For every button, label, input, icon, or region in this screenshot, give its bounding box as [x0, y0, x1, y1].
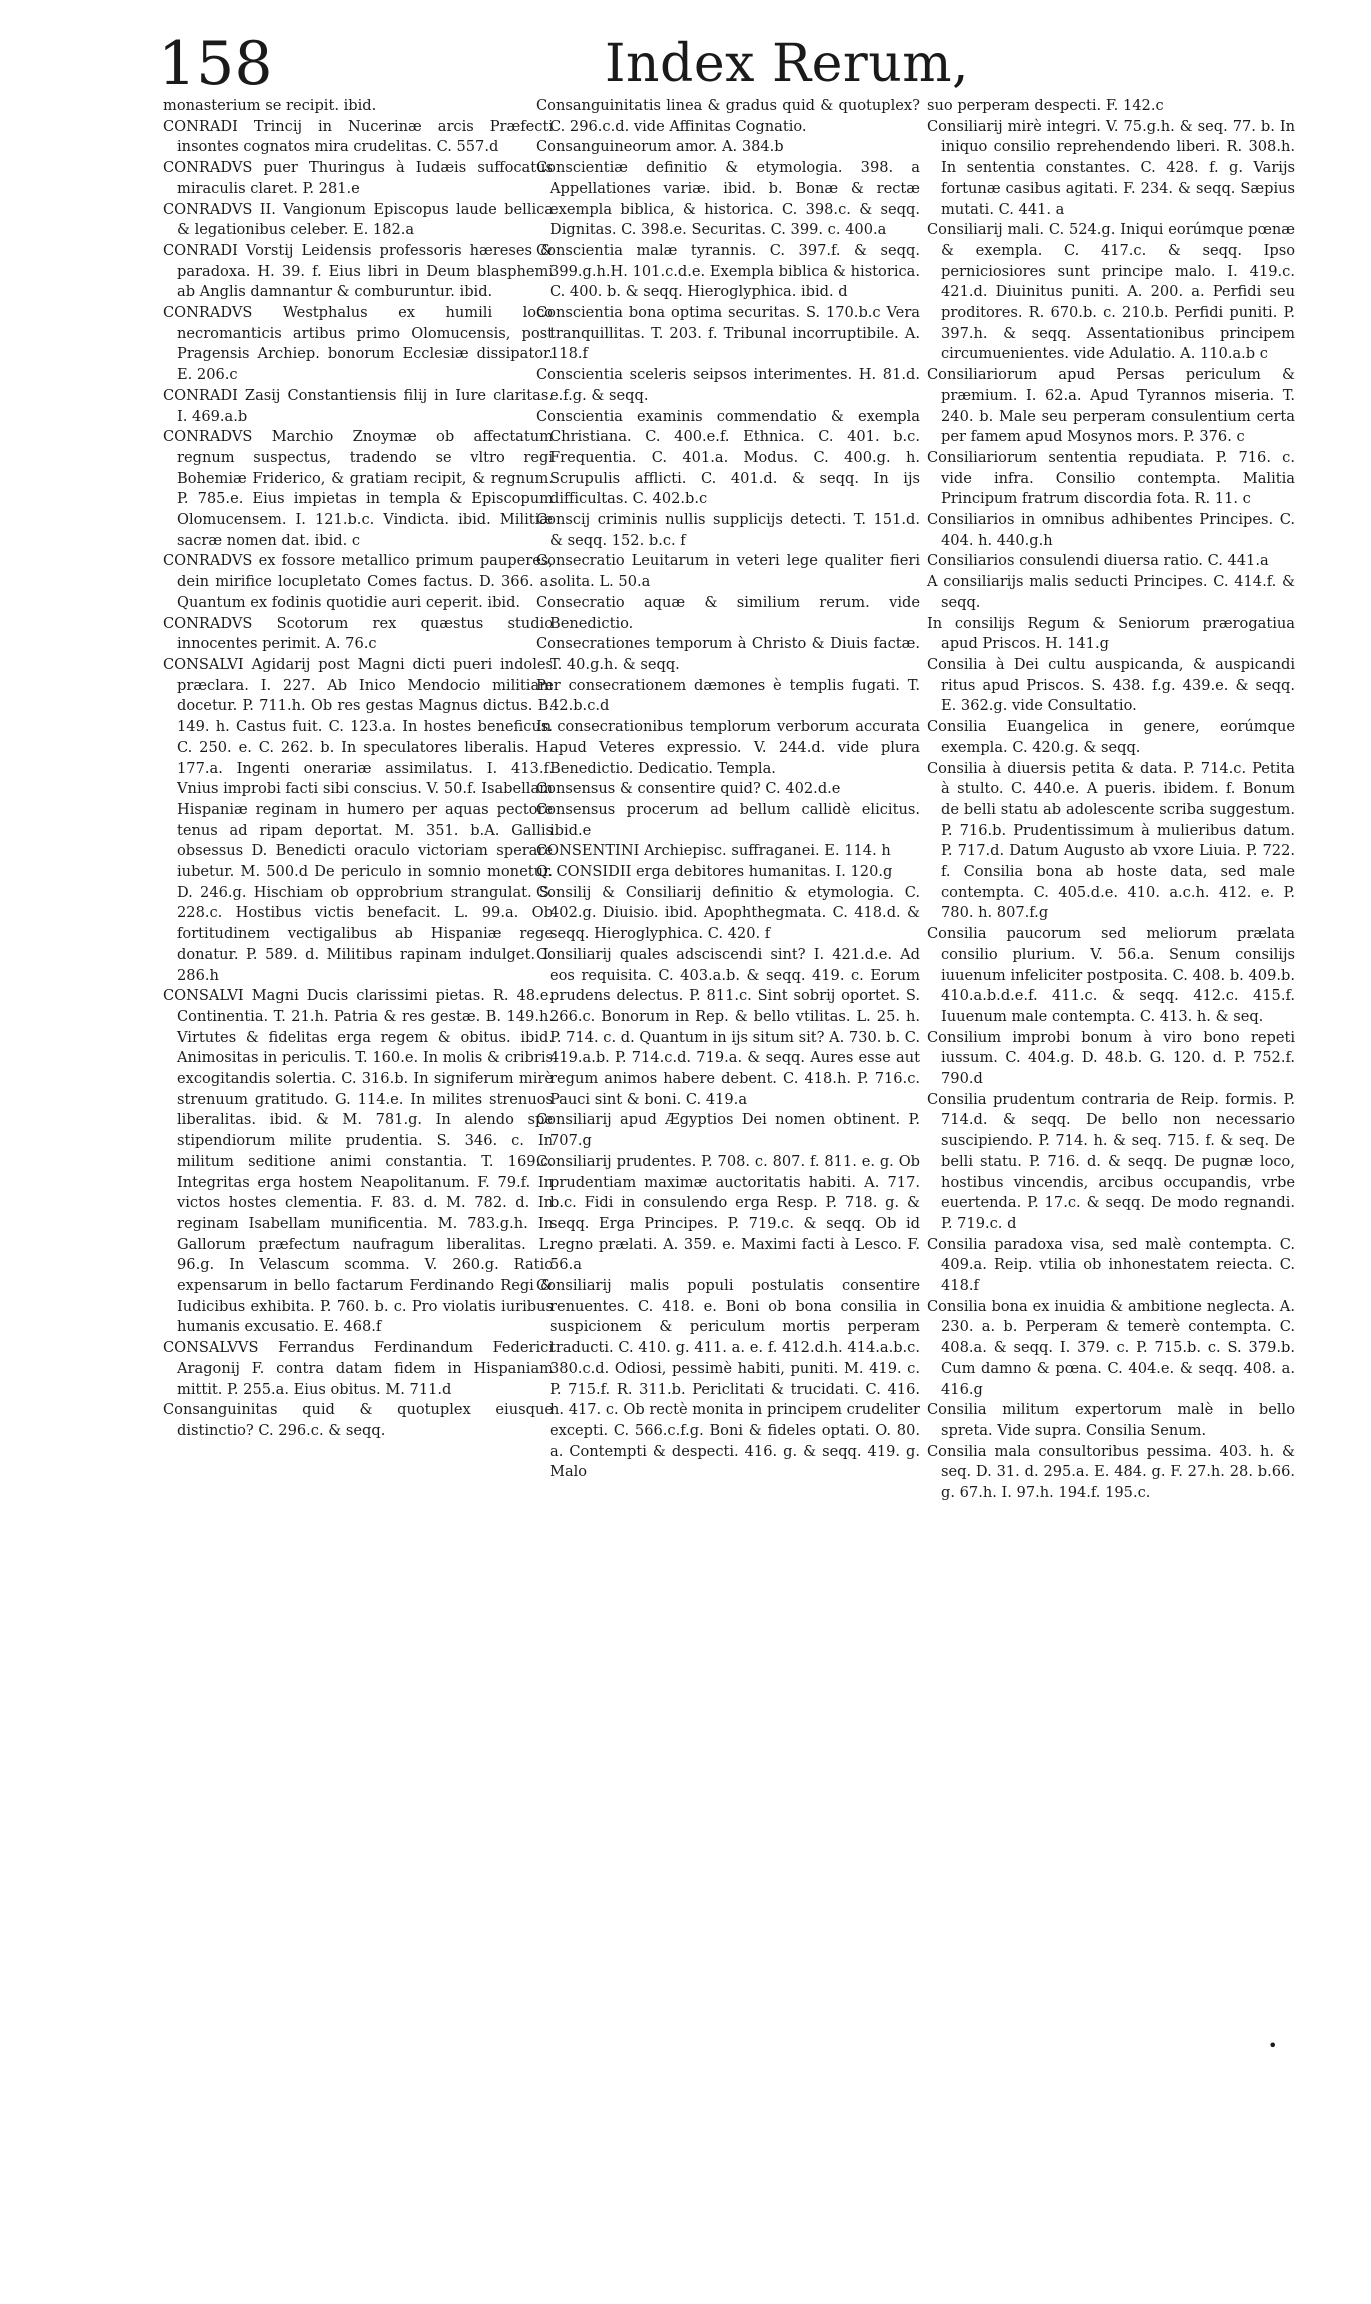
- end-mark: •: [1268, 2036, 1278, 2055]
- index-entry: Per consecrationem dæmones è templis fugati. T. 42.b.c.d: [536, 676, 920, 715]
- index-entry: Consiliariorum sententia repudiata. P. 716. c. vide infra. Consilio contempta. Malitia Principum fratrum discordia fota. R. 11. c: [927, 448, 1295, 508]
- index-entry: CONSALVVS Ferrandus Ferdinandum Federici Aragonij F. contra datam fidem in Hispaniam mittit. P. 255.a. Eius obitus. M. 711.d: [163, 1339, 553, 1398]
- index-entry: In consilijs Regum & Seniorum prærogatiua apud Priscos. H. 141.g: [927, 614, 1295, 653]
- index-entry: In consecrationibus templorum verborum accurata apud Veteres expressio. V. 244.d. vide plura Benedictio. Dedicatio. Templa.: [536, 718, 920, 777]
- index-entry: Consiliarij malis populi postulatis consentire renuentes. C. 418. e. Boni ob bona consilia in suspicionem & periculum mortis perperam traducti. C. 410. g. 411. a. e. f. 412.d.h. 414.a.b.c. 380.c.d. Odiosi, pessimè habiti, puniti. M. 419. c. P. 715.f. R. 311.b. Periclitati & trucidati. C. 416. h. 417. c. Ob rectè monita in principem crudeliter excepti. C. 566.c.f.g. Boni & fideles optati. O. 80. a. Contempti & despecti. 416. g. & seqq. 419. g. Malo: [536, 1277, 920, 1481]
- index-entry: Consecratio aquæ & similium rerum. vide Benedictio.: [536, 593, 920, 632]
- index-entry: Conscientia malæ tyrannis. C. 397.f. & seqq. 399.g.h.H. 101.c.d.e. Exempla biblica & historica. C. 400. b. & seqq. Hieroglyphica. ibid. d: [536, 241, 920, 301]
- index-entry: Consiliariorum apud Persas periculum & præmium. I. 62.a. Apud Tyrannos miseria. T. 240. b. Male seu perperam consulentium certa per famem apud Mosynos mors. P. 376. c: [927, 366, 1295, 446]
- index-entry: CONRADVS II. Vangionum Episcopus laude bellica & legationibus celeber. E. 182.a: [163, 200, 553, 239]
- index-entry: CONRADI Trincij in Nucerinæ arcis Præfecti insontes cognatos mira crudelitas. C. 557.d: [163, 117, 553, 156]
- index-entry: monasterium se recipit. ibid.: [163, 97, 377, 114]
- index-entry: Consiliarios in omnibus adhibentes Principes. C. 404. h. 440.g.h: [927, 511, 1295, 549]
- index-entry: CONRADVS Marchio Znoymæ ob affectatum regnum suspectus, tradendo se vltro regi Bohemiæ Friderico, & gratiam recipit, & regnum. P. 785.e. Eius impietas in templa & Episcopum Olomucensem. I. 121.b.c. Vindicta. ibid. Militiæ sacræ nomen dat. ibid. c: [163, 428, 553, 549]
- running-title: Index Rerum,: [605, 34, 970, 94]
- index-entry: Consiliarios consulendi diuersa ratio. C. 441.a: [927, 552, 1269, 570]
- index-column-right: [927, 96, 1295, 1504]
- index-entry: suo perperam despecti. F. 142.c: [927, 97, 1164, 114]
- index-entry: CONSENTINI Archiepisc. suffraganei. E. 114. h: [536, 842, 891, 860]
- index-entry: CONRADVS Scotorum rex quæstus studio innocentes perimit. A. 76.c: [163, 614, 553, 653]
- index-entry: Consilia à Dei cultu auspicanda, & auspicandi ritus apud Priscos. S. 438. f.g. 439.e. & seqq. E. 362.g. vide Consultatio.: [927, 655, 1295, 715]
- index-entry: Consiliarij mirè integri. V. 75.g.h. & seq. 77. b. In iniquo consilio reprehendendo liberi. R. 308.h. In sententia constantes. C. 428. f. g. Varijs fortunæ casibus agitati. F. 234. & seqq. Sæpius mutati. C. 441. a: [927, 117, 1295, 218]
- index-entry: Consilia bona ex inuidia & ambitione neglecta. A. 230. a. b. Perperam & temerè contempta. C. 408.a. & seqq. I. 379. c. P. 715.b. c. S. 379.b. Cum damno & pœna. C. 404.e. & seqq. 408. a. 416.g: [927, 1297, 1295, 1398]
- index-entry: Consilia mala consultoribus pessima. 403. h. & seq. D. 31. d. 295.a. E. 484. g. F. 27.h. 28. b.66. g. 67.h. I. 97.h. 194.f. 195.c.: [927, 1442, 1295, 1502]
- index-entry: Consilia militum expertorum malè in bello spreta. Vide supra. Consilia Senum.: [927, 1401, 1295, 1439]
- index-entry: Consiliarij prudentes. P. 708. c. 807. f. 811. e. g. Ob prudentiam maximæ auctoritatis habiti. A. 717. b.c. Fidi in consulendo erga Resp. P. 718. g. & seqq. Erga Principes. P. 719.c. & seqq. Ob id regno prælati. A. 359. e. Maximi facti à Lesco. F. 56.a: [536, 1152, 920, 1274]
- index-entry: Consilia Euangelica in genere, eorúmque exempla. C. 420.g. & seqq.: [927, 718, 1295, 756]
- index-entry: Consiliarij mali. C. 524.g. Iniqui eorúmque pœnæ & exempla. C. 417.c. & seqq. Ipso perniciosiores sunt principe malo. I. 419.c. 421.d. Diuinitus puniti. A. 200. a. Perfidi seu proditores. R. 670.b. c. 210.b. Perfidi puniti. P. 397.h. & seqq. Assentationibus principem circumuenientes. vide Adulatio. A. 110.a.b c: [927, 221, 1295, 363]
- index-entry: Consensus procerum ad bellum callidè elicitus. ibid.e: [536, 800, 920, 839]
- index-entry: Consilia paradoxa visa, sed malè contempta. C. 409.a. Reip. vtilia ob inhonestatem reiecta. C. 418.f: [927, 1235, 1295, 1295]
- index-entry: Consecrationes temporum à Christo & Diuis factæ. T. 40.g.h. & seqq.: [536, 635, 920, 673]
- index-entry: Consanguineorum amor. A. 384.b: [536, 138, 784, 156]
- index-entry: CONRADVS ex fossore metallico primum pauperes, dein mirifice locupletato Comes factus. D. 366. a. Quantum ex fodinis quotidie auri ceperit. ibid.: [163, 552, 553, 611]
- index-entry: Consilia prudentum contraria de Reip. formis. P. 714.d. & seqq. De bello non necessario suscipiendo. P. 714. h. & seq. 715. f. & seq. De belli statu. P. 716. d. & seqq. De pugnæ loco, hostibus vincendis, arcibus occupandis, vrbe euertenda. P. 17.c. & seqq. De modo regnandi. P. 719.c. d: [927, 1090, 1295, 1232]
- index-entry: Conscientia sceleris seipsos interimentes. H. 81.d. e.f.g. & seqq.: [536, 366, 920, 404]
- index-column-left: [163, 96, 553, 1442]
- index-entry: CONSALVI Agidarij post Magni dicti pueri indoles præclara. I. 227. Ab Inico Mendocio militiam docetur. P. 711.h. Ob res gestas Magnus dictus. B. 149. h. Castus fuit. C. 123.a. In hostes beneficus. C. 250. e. C. 262. b. In speculatores liberalis. H. 177.a. Ingenti onerariæ assimilatus. I. 413.f. Vnius improbi facti sibi conscius. V. 50.f. Isabellam Hispaniæ reginam in humero per aquas pectore tenus ad ripam deportat. M. 351. b.A. Gallis obsessus D. Benedicti oraculo victoriam sperare iubetur. M. 500.d De periculo in somnio monetur. D. 246.g. Hischiam ob opprobrium strangulat. S. 228.c. Hostibus victis benefacit. L. 99.a. Ob fortitudinem vectigalibus ab Hispaniæ rege donatur. P. 589. d. Militibus rapinam indulget. I. 286.h: [163, 655, 553, 984]
- index-entry: Consilia paucorum sed meliorum prælata consilio plurium. V. 56.a. Senum consilijs iuuenum infeliciter postposita. C. 408. b. 409.b. 410.a.b.d.e.f. 411.c. & seqq. 412.c. 415.f. Iuuenum male contempta. C. 413. h. & seq.: [927, 925, 1295, 1025]
- index-entry: CONRADVS puer Thuringus à Iudæis suffocatus miraculis claret. P. 281.e: [163, 159, 553, 197]
- index-entry: Consiliarij apud Ægyptios Dei nomen obtinent. P. 707.g: [536, 1111, 920, 1150]
- index-entry: Consensus & consentire quid? C. 402.d.e: [536, 780, 841, 798]
- index-entry: Consecratio Leuitarum in veteri lege qualiter fieri solita. L. 50.a: [536, 552, 920, 591]
- index-entry: Q. CONSIDII erga debitores humanitas. I. 120.g: [536, 863, 893, 881]
- index-entry: Conscientia bona optima securitas. S. 170.b.c Vera tranquillitas. T. 203. f. Tribunal incorruptibile. A. 118.f: [536, 304, 920, 363]
- index-entry: Conscij criminis nullis supplicijs detecti. T. 151.d. & seqq. 152. b.c. f: [536, 511, 920, 549]
- index-entry: CONSALVI Magni Ducis clarissimi pietas. R. 48.e. Continentia. T. 21.h. Patria & res gestæ. B. 149.h. Virtutes & fidelitas erga regem & obitus. ibid. Animositas in periculis. T. 160.e. In molis & cribris excogitandis solertia. C. 316.b. In signiferum mirè strenuum gratitudo. G. 114.e. In milites strenuos liberalitas. ibid. & M. 781.g. In alendo spe stipendiorum milite prudentia. S. 346. c. In militum seditione animi constantia. T. 169.c. Integritas erga hostem Neapolitanum. F. 79.f. In victos hostes clementia. F. 83. d. M. 782. d. In reginam Isabellam munificentia. M. 783.g.h. In Gallorum præfectum naufragum liberalitas. L. 96.g. In Velascum scomma. V. 260.g. Ratio expensarum in bello factarum Ferdinando Regi & Iudicibus exhibita. P. 760. b. c. Pro violatis iuribus humanis excusatio. E. 468.f: [163, 987, 553, 1336]
- index-entry: A consiliarijs malis seducti Principes. C. 414.f. & seqq.: [927, 573, 1295, 611]
- index-entry: Consilia à diuersis petita & data. P. 714.c. Petita à stulto. C. 440.e. A pueris. ibidem. f. Bonum de belli statu ab adolescente scriba suggestum. P. 716.b. Prudentissimum à mulieribus datum. P. 717.d. Datum Augusto ab vxore Liuia. P. 722. f. Consilia bona ab hoste data, sed male contempta. C. 405.d.e. 410. a.c.h. 412. e. P. 780. h. 807.f.g: [927, 759, 1295, 922]
- index-entry: Consiliarij quales adsciscendi sint? I. 421.d.e. Ad eos requisita. C. 403.a.b. & seqq. 419. c. Eorum prudens delectus. P. 811.c. Sint sobrij oportet. S. 266.c. Bonorum in Rep. & bello vtilitas. L. 25. h. P. 714. c. d. Quantum in ijs situm sit? A. 730. b. C. 419.a.b. P. 714.c.d. 719.a. & seqq. Aures esse aut regum animos habere debent. C. 418.h. P. 716.c. Pauci sint & boni. C. 419.a: [536, 945, 920, 1108]
- index-entry: Conscientiæ definitio & etymologia. 398. a Appellationes variæ. ibid. b. Bonæ & rectæ exempla biblica, & historica. C. 398.c. & seqq. Dignitas. C. 398.e. Securitas. C. 399. c. 400.a: [536, 159, 920, 239]
- index-entry: CONRADI Vorstij Leidensis professoris hæreses & paradoxa. H. 39. f. Eius libri in Deum blasphemi ab Anglis damnantur & comburuntur. ibid.: [163, 241, 553, 301]
- index-column-middle: [536, 96, 920, 1483]
- index-entry: Consilij & Consiliarij definitio & etymologia. C. 402.g. Diuisio. ibid. Apophthegmata. C. 418.d. & seqq. Hieroglyphica. C. 420. f: [536, 883, 920, 943]
- index-entry: Conscientia examinis commendatio & exempla Christiana. C. 400.e.f. Ethnica. C. 401. b.c. Frequentia. C. 401.a. Modus. C. 400.g. h. Scrupulis afflicti. C. 401.d. & seqq. In ijs difficultas. C. 402.b.c: [536, 407, 920, 508]
- index-entry: CONRADI Zasij Constantiensis filij in Iure claritas. I. 469.a.b: [163, 386, 553, 425]
- index-entry: Consanguinitatis linea & gradus quid & quotuplex? C. 296.c.d. vide Affinitas Cognatio.: [536, 97, 920, 135]
- index-entry: Consanguinitas quid & quotuplex eiusque distinctio? C. 296.c. & seqq.: [163, 1401, 553, 1439]
- page-number: 158: [158, 29, 273, 99]
- index-entry: Consilium improbi bonum à viro bono repeti iussum. C. 404.g. D. 48.b. G. 120. d. P. 752.f. 790.d: [927, 1028, 1295, 1088]
- index-entry: CONRADVS Westphalus ex humili loco necromanticis artibus primo Olomucensis, post Pragensis Archiep. bonorum Ecclesiæ dissipator. E. 206.c: [163, 304, 553, 384]
